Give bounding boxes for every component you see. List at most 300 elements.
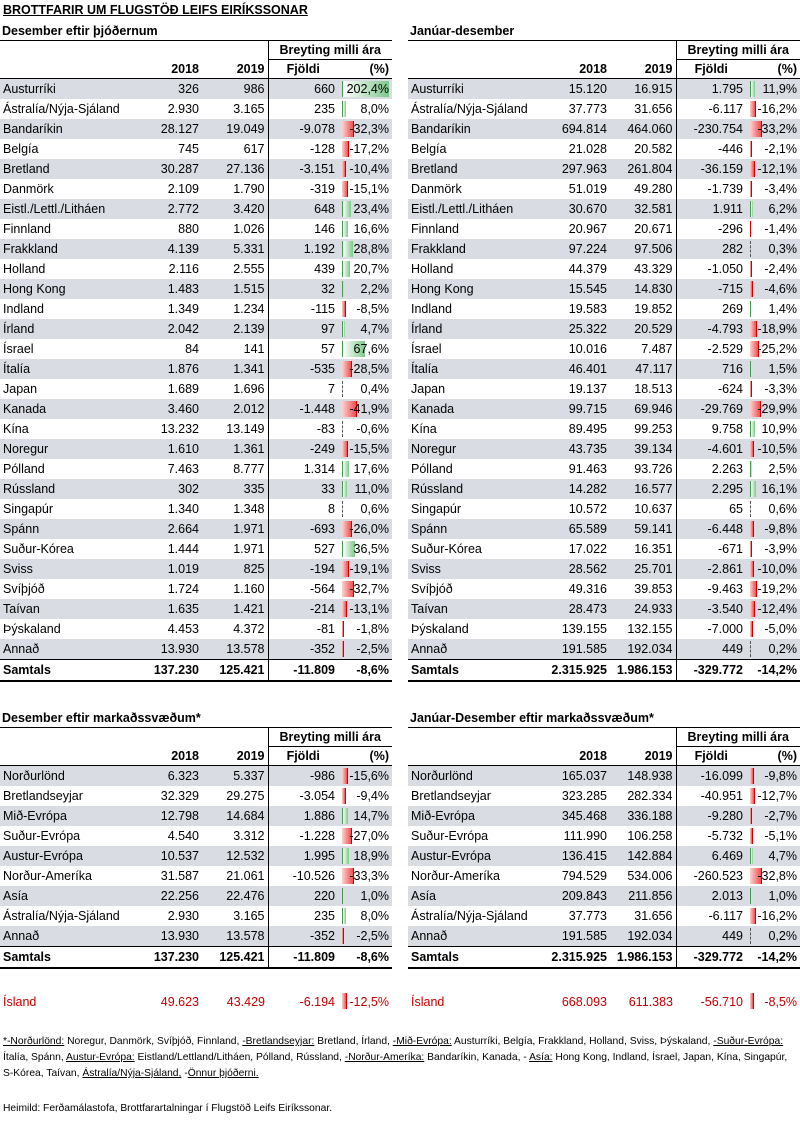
value-percent (746, 499, 800, 519)
value-count: 527 (268, 539, 338, 559)
row-label: Noregur (408, 439, 544, 459)
value-2019: 49.280 (634, 182, 673, 196)
value-2018: 1.635 (136, 599, 202, 619)
value-percent (746, 79, 800, 100)
table-row (408, 559, 800, 579)
percent-value: -3,3% (764, 382, 797, 396)
value-2018: 19.583 (568, 302, 607, 316)
table-row (408, 279, 800, 299)
table-row (0, 519, 392, 539)
percent-value: 0,6% (360, 502, 389, 516)
value-2019: 19.852 (634, 302, 673, 316)
positive-bar (750, 201, 753, 217)
table-row (408, 179, 800, 199)
value-count: -10.526 (268, 866, 338, 886)
percent-value: -41,9% (349, 402, 389, 416)
value-percent (746, 539, 800, 559)
total-2019: 1.986.153 (610, 947, 676, 969)
row-label: Austur-Evrópa (0, 846, 136, 866)
value-2019: 69.946 (610, 399, 676, 419)
value-2018: 13.232 (160, 422, 199, 436)
header-row (408, 747, 800, 766)
row-label: Bandaríkin (408, 119, 544, 139)
percent-value: -9,8% (764, 522, 797, 536)
value-count: 2.013 (676, 886, 746, 906)
value-2018: 22.256 (136, 886, 202, 906)
value-2018: 1.610 (136, 439, 202, 459)
table-row (0, 179, 392, 199)
value-2018: 20.967 (568, 222, 607, 236)
value-count: 57 (268, 339, 338, 359)
percent-value: 1,0% (768, 889, 797, 903)
total-row (0, 660, 392, 682)
row-label: Norðurlönd (408, 766, 544, 787)
percent-value: 16,1% (761, 482, 797, 496)
percent-value: -3,4% (764, 182, 797, 196)
value-percent (338, 239, 392, 259)
positive-bar (342, 908, 346, 924)
value-percent (746, 279, 800, 299)
table-row (408, 119, 800, 139)
value-2019: 1.696 (233, 382, 265, 396)
value-count: -1.448 (268, 399, 338, 419)
positive-bar (750, 888, 751, 904)
value-2018: 17.022 (568, 542, 607, 556)
island-row (408, 991, 800, 1013)
value-count: -214 (268, 599, 338, 619)
footnote-text: Bandaríkin, Kanada, - (424, 1052, 530, 1063)
value-2019: 1.971 (233, 542, 265, 556)
value-count: -2.861 (676, 559, 746, 579)
table-row (408, 619, 800, 639)
row-label: Hong Kong (0, 279, 136, 299)
footnote-text: Bretland, Írland, (314, 1036, 393, 1047)
positive-bar (750, 848, 753, 864)
value-2018: 1.444 (167, 542, 199, 556)
percent-value: 16,6% (353, 222, 389, 236)
percent-value: 11,0% (354, 482, 389, 496)
negative-bar (342, 641, 344, 657)
negative-bar (342, 141, 349, 157)
section-title: Janúar-Desember eftir markaðssvæðum* (408, 709, 800, 728)
value-count: 97 (268, 319, 338, 339)
value-percent (338, 599, 392, 619)
island-2019: 611.383 (628, 995, 673, 1009)
table-row (0, 579, 392, 599)
value-2018: 31.587 (160, 869, 199, 883)
island-count: -6.194 (299, 995, 335, 1009)
value-percent (338, 459, 392, 479)
value-percent (338, 519, 392, 539)
value-2019: 1.361 (202, 439, 268, 459)
header-blank (544, 41, 610, 60)
value-2018: 4.453 (167, 622, 199, 636)
row-label: Sviss (0, 559, 136, 579)
island-percent (746, 991, 800, 1013)
table-jan-dec-market (408, 709, 800, 969)
zero-axis (342, 381, 343, 397)
value-2018: 2.116 (168, 262, 199, 276)
value-2019: 10.637 (634, 502, 673, 516)
value-2019: 24.933 (610, 599, 676, 619)
percent-value: 8,0% (360, 909, 389, 923)
value-2019: 3.420 (202, 199, 268, 219)
table-row (408, 379, 800, 399)
island-percent (338, 991, 392, 1013)
percent-value: -5,0% (764, 622, 797, 636)
value-2018: 7.463 (167, 462, 199, 476)
value-2018: 6.323 (136, 766, 202, 787)
table-row (0, 79, 392, 100)
row-label: Austurríki (408, 79, 544, 100)
row-label: Annað (0, 639, 136, 660)
header-change: Breyting milli ára (268, 41, 392, 60)
value-2019: 148.938 (610, 766, 676, 787)
header-2018: 2018 (544, 747, 610, 766)
table-row (408, 99, 800, 119)
value-count: -7.000 (676, 619, 746, 639)
row-label: Spánn (0, 519, 136, 539)
value-2018: 51.019 (568, 182, 607, 196)
value-2019: 5.331 (202, 239, 268, 259)
negative-bar (750, 181, 752, 197)
value-2018: 1.483 (136, 279, 202, 299)
header-blank (0, 728, 136, 747)
negative-bar (750, 281, 753, 297)
value-count: 146 (268, 219, 338, 239)
row-label: Kanada (408, 399, 544, 419)
table-row (0, 599, 392, 619)
value-2019: 106.258 (627, 829, 673, 843)
total-2019: 125.421 (202, 947, 268, 969)
header-blank (136, 41, 202, 60)
table-row (408, 886, 800, 906)
value-percent (338, 886, 392, 906)
value-2018: 1.019 (136, 559, 202, 579)
percent-value: -8,5% (764, 995, 797, 1009)
island-table (0, 991, 392, 1013)
island-label: Ísland (3, 995, 37, 1009)
table-row (0, 926, 392, 947)
percent-value: -5,1% (764, 829, 797, 843)
value-percent (338, 259, 392, 279)
value-2018: 1.689 (167, 382, 199, 396)
value-2019: 1.026 (233, 222, 265, 236)
value-2019: 39.853 (634, 582, 673, 596)
value-2018: 12.798 (136, 806, 202, 826)
value-percent (338, 219, 392, 239)
row-label: Asía (408, 886, 544, 906)
value-count: -564 (268, 579, 338, 599)
island-2019: 43.429 (226, 995, 265, 1009)
value-percent (746, 359, 800, 379)
value-2018: 25.322 (544, 319, 610, 339)
negative-bar (342, 928, 344, 944)
island-2018: 668.093 (561, 995, 607, 1009)
value-2019: 22.476 (202, 886, 268, 906)
value-percent (746, 519, 800, 539)
row-label: Austurríki (0, 79, 136, 100)
percent-value: 28,8% (353, 242, 389, 256)
section-title: Desember eftir markaðssvæðum* (0, 709, 392, 728)
percent-value: -18,9% (757, 322, 797, 336)
percent-value: -17,2% (349, 142, 389, 156)
value-2018: 1.876 (136, 359, 202, 379)
header-blank (136, 728, 202, 747)
footnote-term: *-Norðurlönd: (3, 1036, 65, 1047)
percent-value: -32,8% (757, 869, 797, 883)
value-2018: 30.287 (136, 159, 202, 179)
percent-value: -19,2% (757, 582, 797, 596)
page-title: BROTTFARIR UM FLUGSTÖÐ LEIFS EIRÍKSSONAR (3, 3, 308, 17)
percent-value: 0,3% (768, 242, 797, 256)
island-count: -56.710 (700, 995, 743, 1009)
row-label: Pólland (411, 462, 453, 476)
header-row (408, 60, 800, 79)
table-row (408, 219, 800, 239)
value-count: -535 (268, 359, 338, 379)
value-percent (746, 419, 800, 439)
value-2018: 3.460 (136, 399, 202, 419)
row-label: Suður-Evrópa (3, 829, 81, 843)
value-percent (338, 559, 392, 579)
table-row (0, 886, 392, 906)
table-row (408, 319, 800, 339)
percent-value: -9,8% (764, 769, 797, 783)
value-2018: 32.329 (160, 789, 199, 803)
value-2018: 65.589 (544, 519, 610, 539)
value-percent (338, 766, 392, 787)
negative-bar (750, 221, 751, 237)
row-label: Írland (408, 319, 544, 339)
row-label: Ítalía (0, 359, 136, 379)
header-blank (408, 728, 544, 747)
value-percent (746, 599, 800, 619)
value-percent (338, 639, 392, 660)
row-label: Hong Kong (408, 279, 544, 299)
negative-bar (342, 768, 348, 784)
source-note: Heimild: Ferðamálastofa, Brottfarartalningar í Flugstöð Leifs Eiríkssonar. (3, 1103, 333, 1114)
value-2018: 694.814 (544, 119, 610, 139)
value-count: -1.739 (676, 179, 746, 199)
value-2019: 261.804 (610, 159, 676, 179)
value-2019: 132.155 (627, 622, 673, 636)
table-row (0, 259, 392, 279)
percent-value: 8,0% (360, 102, 389, 116)
header-2019: 2019 (610, 60, 676, 79)
row-label: Singapúr (411, 502, 462, 516)
row-label: Finnland (3, 222, 51, 236)
island-label: Ísland (411, 995, 445, 1009)
row-label: Þýskaland (3, 622, 61, 636)
percent-value: 36,5% (353, 542, 389, 556)
value-2019: 18.513 (634, 382, 673, 396)
percent-value: -10,0% (757, 562, 797, 576)
total-count: -11.809 (268, 660, 338, 682)
table-row (0, 806, 392, 826)
value-percent (338, 479, 392, 499)
table-row (408, 499, 800, 519)
value-percent (338, 826, 392, 846)
value-2018: 10.572 (568, 502, 607, 516)
value-percent (338, 439, 392, 459)
value-percent (746, 259, 800, 279)
value-count: 220 (268, 886, 338, 906)
value-2019: 211.856 (610, 886, 676, 906)
value-2018: 2.664 (136, 519, 202, 539)
value-count: -36.159 (676, 159, 746, 179)
data-table (0, 41, 392, 682)
total-2018: 2.315.925 (544, 947, 610, 969)
negative-bar (750, 788, 755, 804)
row-label: Danmörk (411, 182, 462, 196)
value-2019: 99.253 (634, 422, 673, 436)
value-count: -194 (268, 559, 338, 579)
row-label: Bretland (408, 159, 544, 179)
value-2019: 31.656 (634, 102, 673, 116)
value-percent (338, 359, 392, 379)
value-2018: 111.990 (563, 829, 607, 843)
value-count: -352 (268, 639, 338, 660)
footnote-text: - (181, 1068, 188, 1079)
value-2019: 1.341 (202, 359, 268, 379)
positive-bar (750, 461, 752, 477)
header-pct: (%) (746, 60, 800, 79)
value-percent (746, 379, 800, 399)
percent-value: -12,4% (757, 602, 797, 616)
table-row (0, 826, 392, 846)
value-percent (338, 139, 392, 159)
value-percent (338, 499, 392, 519)
value-2018: 49.316 (568, 582, 607, 596)
value-count: -249 (268, 439, 338, 459)
negative-bar (342, 181, 348, 197)
row-label: Suður-Kórea (411, 542, 482, 556)
value-2019: 14.830 (610, 279, 676, 299)
zero-axis (750, 928, 751, 944)
table-row (408, 139, 800, 159)
table-row (0, 219, 392, 239)
percent-value: -29,9% (757, 402, 797, 416)
value-2019: 43.329 (634, 262, 673, 276)
table-jan-dec-nationality (408, 22, 800, 682)
header-blank (610, 728, 676, 747)
value-count: -6.117 (676, 99, 746, 119)
value-2019: 5.337 (202, 766, 268, 787)
value-2018: 10.016 (568, 342, 607, 356)
table-row (0, 299, 392, 319)
table-december-nationality (0, 22, 392, 682)
footnote-text: Austurríki, Belgía, Frakkland, Holland, Sviss, Þýskaland, (451, 1036, 714, 1047)
percent-value: -2,1% (764, 142, 797, 156)
table-row (0, 766, 392, 787)
header-blank (202, 728, 268, 747)
percent-value: -10,4% (349, 162, 389, 176)
value-percent (746, 99, 800, 119)
row-label: Kína (3, 422, 29, 436)
row-label: Norður-Ameríka (3, 869, 92, 883)
value-percent (338, 806, 392, 826)
value-count: 2.263 (676, 459, 746, 479)
row-label: Pólland (3, 462, 45, 476)
value-count: -3.151 (268, 159, 338, 179)
row-label: Noregur (0, 439, 136, 459)
total-2018: 137.230 (136, 660, 202, 682)
negative-bar (750, 808, 752, 824)
table-row (408, 199, 800, 219)
total-label: Samtals (0, 660, 136, 682)
percent-value: -1,8% (356, 622, 389, 636)
value-count: -4.601 (676, 439, 746, 459)
value-2019: 13.578 (202, 926, 268, 947)
value-percent (746, 219, 800, 239)
value-count: -3.054 (268, 786, 338, 806)
value-2019: 1.790 (233, 182, 265, 196)
row-label: Bretland (0, 159, 136, 179)
value-count: -230.754 (676, 119, 746, 139)
value-percent (746, 639, 800, 660)
negative-bar (750, 621, 753, 637)
footnote-term: -Norður-Ameríka: (344, 1052, 425, 1063)
percent-value: -28,5% (349, 362, 389, 376)
value-2019: 13.149 (226, 422, 265, 436)
table-row (0, 619, 392, 639)
value-percent (338, 99, 392, 119)
value-2018: 21.028 (568, 142, 607, 156)
percent-value: 202,4% (346, 82, 389, 96)
value-percent (338, 786, 392, 806)
value-2018: 880 (178, 222, 199, 236)
value-count: 9.758 (676, 419, 746, 439)
value-count: -40.951 (676, 786, 746, 806)
percent-value: -26,0% (349, 522, 389, 536)
row-label: Þýskaland (411, 622, 469, 636)
total-percent: -8,6% (338, 947, 392, 969)
percent-value: -13,1% (349, 602, 389, 616)
percent-value: -12,1% (757, 162, 797, 176)
value-2018: 136.415 (544, 846, 610, 866)
footnote-term: -Suður-Evrópa: (713, 1036, 784, 1047)
row-label: Írland (0, 319, 136, 339)
negative-bar (750, 521, 754, 537)
value-percent (746, 806, 800, 826)
section-title: Desember eftir þjóðernum (0, 22, 392, 41)
row-label: Belgía (3, 142, 39, 156)
percent-value: -2,5% (356, 642, 389, 656)
data-table (408, 41, 800, 682)
header-row (408, 728, 800, 747)
percent-value: 18,9% (353, 849, 389, 863)
value-2019: 16.351 (634, 542, 673, 556)
header-blank (0, 41, 136, 60)
percent-value: -16,2% (757, 909, 797, 923)
value-2018: 43.735 (544, 439, 610, 459)
positive-bar (342, 848, 349, 864)
value-count: 65 (676, 499, 746, 519)
percent-value: -33,2% (757, 122, 797, 136)
header-blank (408, 60, 544, 79)
table-row (0, 786, 392, 806)
total-count: -11.809 (268, 947, 338, 969)
table-row (408, 259, 800, 279)
positive-bar (750, 301, 751, 317)
value-count: -83 (268, 419, 338, 439)
percent-value: -15,1% (349, 182, 389, 196)
header-change: Breyting milli ára (268, 728, 392, 747)
value-2018: 1.724 (167, 582, 199, 596)
value-2019: 12.532 (202, 846, 268, 866)
value-2018: 4.139 (136, 239, 202, 259)
